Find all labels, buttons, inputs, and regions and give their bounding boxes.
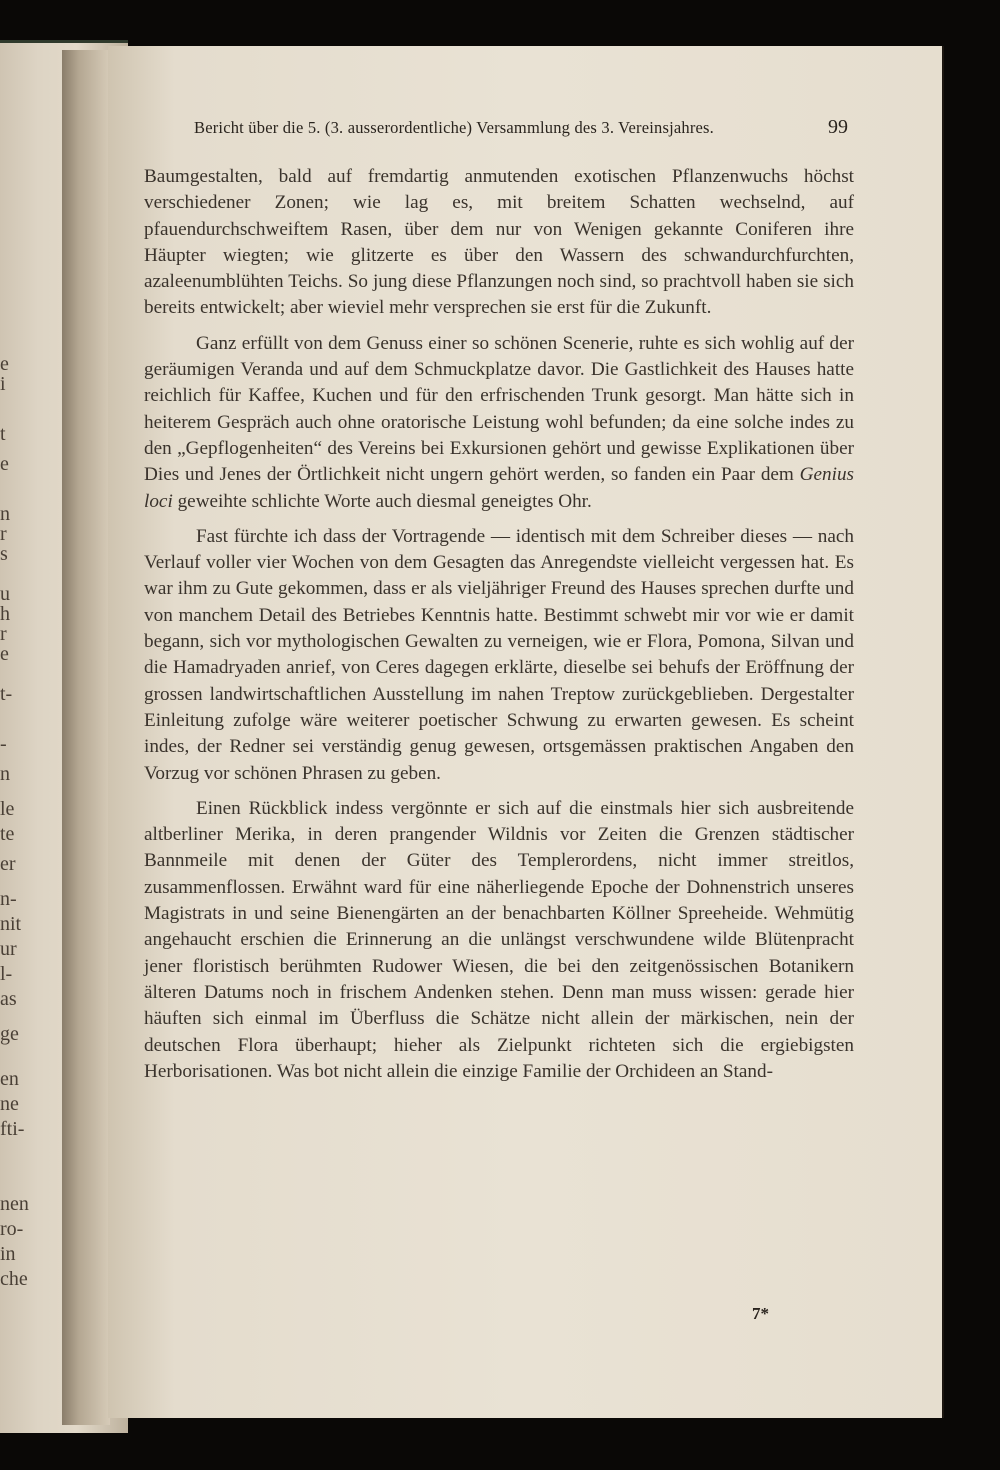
paragraph-2	[144, 331, 854, 515]
body-text	[144, 164, 854, 1094]
facing-page-fragment: r	[0, 523, 7, 545]
facing-page-fragment: ne	[0, 1093, 19, 1115]
facing-page-fragment: le	[0, 798, 15, 820]
genius-loci-italic: Genius loci	[144, 464, 854, 512]
paragraph-3: Fast fürchte ich dass der Vortragende — identisch mit dem Schreiber dieses — nach Verlauf voller vier Wochen von dem Gesagten das Anregendste vielleicht vergessen hat. Es war ihm zu Gute gekommen, dass er als vieljähriger Freund des Hauses sprechen durfte und von manchem Detail des Betriebes Kenntnis hatte. Bestimmt schwebt mir vor wie er damit begann, sich vor mythologischen Gewalten zu verneigen, wie er Flora, Pomona, Silvan und die Hamadryaden anrief, von Ceres dagegen erklärte, dieselbe sei behufs der Eröffnung der grossen landwirtschaftlichen Ausstellung im nahen Treptow zurückgeblieben. Dergestalter Einleitung zufolge wäre weiterer poetischer Schwung zu erwarten gewesen. Es scheint indes, der Redner sei verständig genug gewesen, ortsgemässen praktischen Angaben den Vorzug vor schönen Phrasen zu geben.	[144, 525, 854, 784]
facing-page-fragment: i	[0, 373, 6, 395]
facing-page-fragment: er	[0, 853, 16, 875]
facing-page-fragment: n-	[0, 888, 17, 910]
facing-page-fragment: nit	[0, 913, 22, 935]
facing-page-fragment: ge	[0, 1023, 19, 1045]
paragraph-2-part-2: geweihte schlichte Worte auch diesmal geneigtes Ohr.	[172, 490, 592, 512]
facing-page-fragment: n	[0, 763, 10, 785]
facing-page-fragment: fti-	[0, 1118, 25, 1140]
facing-page-fragment: t-	[0, 683, 13, 705]
facing-page-fragment: ro-	[0, 1218, 24, 1240]
signature-mark: 7*	[752, 1304, 769, 1323]
facing-page-fragment: e	[0, 453, 9, 475]
paragraph-2-part-1: Ganz erfüllt von dem Genuss einer so schönen Scenerie, ruhte es sich wohlig auf der geräumigen Veranda und auf dem Schmuckplatze davor. Die Gastlichkeit des Hauses hatte reichlich für Kaffee, Kuchen und für den erfrischenden Trunk gesorgt. Man hätte sich in heiterem Gespräch auch ohne oratorische Leistung wohl befunden; da eine solche indes zu den „Gepflogenheiten“ des Vereins bei Exkursionen gehört und gewisse Explikationen über Dies und Jenes der Örtlichkeit nicht ungern gehört werden, so fanden ein Paar dem	[144, 332, 854, 486]
facing-page-fragment: e	[0, 643, 9, 665]
paragraph-4: Einen Rückblick indess vergönnte er sich auf die einstmals hier sich ausbreitende altberliner Merika, in deren prangender Wildnis vor Zeiten die Grenzen städtischer Bannmeile mit denen der Güter des Templerordens, nicht immer streitlos, zusammenflossen. Erwähnt ward für eine näherliegende Epoche der Dohnenstrich unseres Magistrats in und seine Bienengärten an der benachbarten Köllner Spreeheide. Wehmütig angehaucht erschien die Erinnerung an die unlängst verschwundene wilde Blütenpracht jener floristisch berühmten Rudower Wiesen, die bei den zeitgenössischen Botanikern älteren Datums noch in frischem Andenken stehen. Denn man muss wissen: gerade hier häuften sich einmal im Überfluss die Schätze nicht allein der märkischen, nein der deutschen Flora überhaupt; hieher als Zielpunkt richteten sich die ergiebigsten Herborisationen. Was bot nicht allein die einzige Familie der Orchideen an Stand-	[144, 797, 854, 1082]
page-number: 99	[828, 116, 848, 138]
book-gutter	[62, 50, 110, 1425]
facing-page-fragment: r	[0, 623, 7, 645]
facing-page-fragment: en	[0, 1068, 19, 1090]
facing-page-fragment: nen	[0, 1193, 29, 1215]
facing-page-fragment: n	[0, 503, 10, 525]
facing-page-fragment: e	[0, 353, 9, 375]
facing-page-fragment: t	[0, 423, 6, 445]
facing-page-fragment: l-	[0, 963, 13, 985]
facing-page-fragment: -	[0, 733, 7, 755]
book-page	[108, 46, 942, 1418]
facing-page-fragment: h	[0, 603, 10, 625]
facing-page-fragment: che	[0, 1268, 28, 1290]
paragraph-1: Baumgestalten, bald auf fremdartig anmutenden exotischen Pflanzenwuchs höchst verschiedener Zonen; wie lag es, mit breitem Schatten wechselnd, auf pfauendurchschweiftem Rasen, über dem nur von Wenigen gekannte Coniferen ihre Häupter wiegten; wie glitzerte es über den Wassern des schwandurchfurchten, azaleenumblühten Teichs. So jung diese Pflanzungen noch sind, so prachtvoll haben sie sich bereits entwickelt; aber wieviel mehr versprechen sie erst für die Zukunft.	[144, 166, 854, 319]
facing-page-fragment: te	[0, 823, 15, 845]
facing-page-fragment: in	[0, 1243, 16, 1265]
facing-page-fragment: u	[0, 583, 10, 605]
facing-page-fragment: as	[0, 988, 17, 1010]
facing-page-fragment: ur	[0, 938, 17, 960]
facing-page-fragment: s	[0, 543, 8, 565]
running-head: Bericht über die 5. (3. ausserordentliche) Versammlung des 3. Vereinsjahres.	[194, 118, 714, 137]
